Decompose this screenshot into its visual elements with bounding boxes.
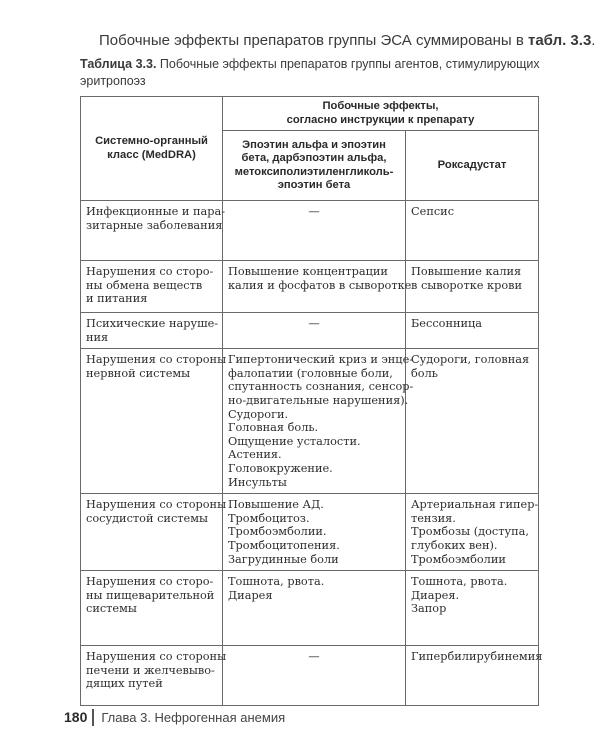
text-line: калия и фосфатов в сыворотке bbox=[228, 278, 412, 292]
header-organ-class bbox=[81, 97, 223, 201]
chapter-title: Глава 3. Нефрогенная анемия bbox=[101, 709, 286, 725]
table-caption-text: Побочные эффекты препаратов группы агентов, стимулирующих эритропоэз bbox=[80, 57, 540, 88]
text-line: печени и желчевыво- bbox=[86, 663, 215, 677]
text-line: зитарные заболевания bbox=[86, 218, 223, 232]
text-line: тензия. bbox=[411, 511, 456, 525]
text-line: ны обмена веществ bbox=[86, 278, 203, 292]
table-body bbox=[81, 201, 543, 706]
cell-roxadustat-effects bbox=[406, 349, 539, 494]
text-line: Тромбоэмболии bbox=[411, 552, 506, 566]
text-line: Диарея. bbox=[411, 588, 460, 602]
text-line: Судороги, головная bbox=[411, 353, 530, 367]
page-number: 180 bbox=[64, 709, 88, 725]
text-line: Головокружение. bbox=[228, 461, 333, 475]
header-esa-drugs bbox=[223, 131, 406, 201]
text-line: Повышение АД. bbox=[228, 498, 324, 512]
cell-organ-class bbox=[81, 349, 227, 494]
text-line: Инсульты bbox=[228, 475, 287, 489]
text-line: — bbox=[308, 317, 320, 330]
cell-roxadustat-effects bbox=[406, 571, 539, 646]
table-row bbox=[81, 349, 539, 494]
table-row bbox=[81, 494, 539, 571]
text-line: Роксадустат bbox=[437, 158, 507, 171]
text-line: Тошнота, рвота. bbox=[411, 575, 508, 589]
text-line: Загрудинные боли bbox=[228, 552, 339, 566]
cell-roxadustat-effects bbox=[406, 646, 543, 706]
side-effects-table bbox=[80, 96, 543, 706]
cell-esa-effects bbox=[223, 313, 406, 349]
cell-roxadustat-effects bbox=[406, 494, 539, 571]
text-line: спутанность сознания, сенсор- bbox=[228, 380, 414, 394]
intro-end: . bbox=[591, 32, 596, 49]
text-line: Астения. bbox=[228, 448, 282, 462]
cell-organ-class bbox=[81, 571, 223, 646]
table-row bbox=[81, 261, 539, 313]
text-line: Побочные эффекты, bbox=[322, 100, 439, 113]
cell-organ-class bbox=[81, 494, 227, 571]
text-line: Сепсис bbox=[411, 205, 455, 218]
cell-esa-effects bbox=[223, 494, 406, 571]
text-line: Нарушения со стороны bbox=[86, 498, 227, 512]
cell-roxadustat-effects bbox=[406, 261, 539, 313]
text-line: Психические наруше- bbox=[86, 317, 219, 330]
text-line: Запор bbox=[411, 602, 447, 616]
text-line: согласно инструкции к препарату bbox=[286, 113, 475, 126]
text-line: нервной системы bbox=[86, 366, 191, 380]
text-line: Головная боль. bbox=[228, 421, 319, 435]
text-line: Гипертонический криз и энце- bbox=[228, 353, 414, 367]
header-side-effects-group bbox=[223, 97, 539, 131]
intro-text: Побочные эффекты препаратов группы ЭСА суммированы в bbox=[99, 32, 524, 49]
text-line: ны пищеварительной bbox=[86, 588, 215, 602]
table-row bbox=[81, 313, 539, 349]
table-caption bbox=[80, 56, 550, 90]
text-line: системы bbox=[86, 602, 137, 616]
text-line: глубоких вен). bbox=[411, 538, 498, 552]
text-line: ния bbox=[86, 330, 109, 344]
cell-esa-effects bbox=[223, 571, 406, 646]
text-line: Гипербилирубинемия bbox=[411, 650, 543, 664]
table-caption-label: Таблица 3.3. bbox=[80, 57, 157, 71]
text-line: Диарея bbox=[228, 588, 273, 602]
cell-esa-effects bbox=[223, 646, 406, 706]
text-line: в сыворотке крови bbox=[411, 278, 523, 292]
text-line: эпоэтин бета bbox=[277, 178, 351, 191]
cell-roxadustat-effects bbox=[406, 201, 539, 261]
text-line: но-двигательные нарушения). bbox=[228, 393, 409, 407]
text-line: Тошнота, рвота. bbox=[228, 575, 325, 589]
cell-organ-class bbox=[81, 201, 226, 261]
text-line: Повышение калия bbox=[411, 265, 522, 278]
text-line: метоксиполиэтиленгликоль- bbox=[234, 165, 394, 178]
text-line: Артериальная гипер- bbox=[411, 498, 539, 512]
text-line: бета, дарбэпоэтин альфа, bbox=[241, 152, 387, 165]
text-line: Бессонница bbox=[411, 317, 483, 330]
cell-esa-effects bbox=[223, 261, 412, 313]
table-row bbox=[81, 646, 539, 706]
table-header bbox=[81, 97, 539, 201]
text-line: дящих путей bbox=[86, 677, 163, 691]
text-line: Тромбоэмболии. bbox=[228, 525, 327, 539]
cell-organ-class bbox=[81, 646, 227, 706]
text-line: Нарушения со стороны bbox=[86, 650, 227, 664]
text-line: Системно-органный bbox=[95, 135, 208, 148]
text-line: класс (MedDRA) bbox=[107, 148, 196, 161]
text-line: Ощущение усталости. bbox=[228, 434, 361, 448]
text-line: Инфекционные и пара- bbox=[86, 205, 226, 218]
text-line: — bbox=[308, 650, 320, 664]
text-line: Тромбоцитоз. bbox=[228, 511, 310, 525]
table-row bbox=[81, 571, 539, 646]
text-line: боль bbox=[411, 366, 438, 380]
page-footer bbox=[64, 708, 285, 726]
cell-organ-class bbox=[81, 261, 223, 313]
text-line: Нарушения со сторо- bbox=[86, 265, 214, 278]
intro-paragraph bbox=[99, 32, 596, 49]
cell-esa-effects bbox=[223, 349, 414, 494]
cell-organ-class bbox=[81, 313, 223, 349]
text-line: Повышение концентрации bbox=[228, 265, 388, 278]
table-row bbox=[81, 201, 539, 261]
cell-esa-effects bbox=[223, 201, 406, 261]
text-line: — bbox=[308, 205, 320, 218]
text-line: Судороги. bbox=[228, 407, 289, 421]
header-roxadustat bbox=[406, 131, 539, 201]
text-line: сосудистой системы bbox=[86, 511, 208, 525]
text-line: Нарушения со сторо- bbox=[86, 575, 214, 589]
footer-divider bbox=[92, 709, 94, 726]
text-line: и питания bbox=[86, 292, 148, 306]
text-line: Тромбозы (доступа, bbox=[411, 525, 529, 539]
cell-roxadustat-effects bbox=[406, 313, 539, 349]
table-reference: табл. 3.3 bbox=[527, 32, 592, 49]
text-line: фалопатии (головные боли, bbox=[228, 366, 393, 380]
text-line: Нарушения со стороны bbox=[86, 353, 227, 367]
text-line: Эпоэтин альфа и эпоэтин bbox=[242, 138, 386, 151]
text-line: Тромбоцитопения. bbox=[228, 538, 340, 552]
